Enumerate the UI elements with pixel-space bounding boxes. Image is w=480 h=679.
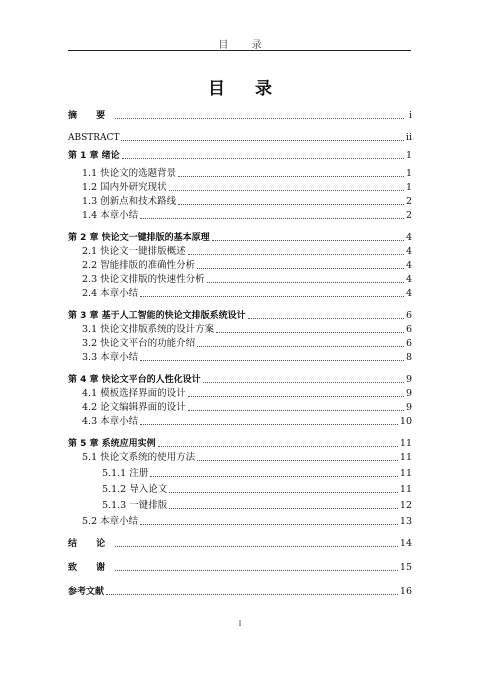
toc-entry [68,130,412,144]
toc-entry [68,414,412,428]
toc-entry [68,536,412,550]
toc-leader-dots [140,424,398,425]
toc-entry-page: 4 [405,246,412,257]
toc-entry [68,450,412,464]
toc-entry-label: 3.3 本章小结 [82,352,139,363]
toc-entry [68,244,412,258]
toc-entry-label: 3.2 快论文平台的功能介绍 [82,338,196,349]
toc-entry-label: 3.1 快论文排版系统的设计方案 [82,324,215,335]
toc-entry [68,560,412,574]
toc-leader-dots [106,594,398,595]
toc-entry [68,166,412,180]
toc-leader-dots [197,346,404,347]
toc-entry [68,386,412,400]
toc-entry-page: 8 [405,352,412,363]
toc-entry-label: 第 2 章 快论文一键排版的基本原理 [68,233,210,243]
toc-entry-page: 14 [399,538,412,549]
toc-entry-label: 4.3 本章小结 [82,416,139,427]
toc-entry [68,322,412,336]
toc-entry-label: 5.1.2 导入论文 [102,484,168,495]
toc-entry-label: 摘 要 [68,111,114,121]
toc-leader-dots [188,254,404,255]
toc-entry [68,498,412,512]
toc-leader-dots [203,382,404,383]
toc-entry-label: 结 论 [68,539,114,549]
toc-entry-page: 9 [405,402,412,413]
toc-entry-page: 6 [405,310,412,321]
toc-leader-dots [158,446,398,447]
header-rule [68,50,411,51]
toc-entry-label: 第 1 章 绪论 [68,151,120,161]
toc-leader-dots [140,524,398,525]
toc-entry-page: 2 [405,210,412,221]
toc-entry-label: 2.2 智能排版的准确性分析 [82,260,196,271]
toc-entry-page: 15 [399,562,412,573]
toc-leader-dots [178,176,404,177]
toc-entry [68,208,412,222]
toc-entry [68,180,412,194]
toc-leader-dots [212,240,404,241]
toc-entry-page: 12 [399,500,412,511]
toc-entry-page: 11 [399,452,412,463]
toc-leader-dots [178,204,404,205]
toc-entry-page: 10 [399,416,412,427]
toc-entry-label: 1.2 国内外研究现状 [82,182,167,193]
toc-leader-dots [122,158,404,159]
toc-entry-label: 4.1 模板选择界面的设计 [82,388,186,399]
toc-leader-dots [188,410,404,411]
toc-entry-label: 2.3 快论文排版的快速性分析 [82,274,205,285]
page-number: I [238,620,242,628]
toc-entry-label: ABSTRACT [68,133,120,143]
toc-title: 目 录 [208,79,284,99]
toc-entry-page: 1 [405,168,412,179]
toc-leader-dots [169,190,404,191]
toc-entry-page: 4 [405,260,412,271]
toc-entry-label: 4.2 论文编辑界面的设计 [82,402,186,413]
toc-leader-dots [197,460,398,461]
toc-entry-label: 5.2 本章小结 [82,516,139,527]
toc-entry-label: 1.1 快论文的选题背景 [82,168,177,179]
toc-entry-page: 6 [405,338,412,349]
toc-entry [68,482,412,496]
toc-entry-label: 2.4 本章小结 [82,288,139,299]
toc-leader-dots [115,118,404,119]
toc-entry-page: 2 [405,196,412,207]
toc-leader-dots [150,476,398,477]
toc-entry-page: 11 [399,468,412,479]
toc-leader-dots [169,492,398,493]
toc-leader-dots [169,508,398,509]
toc-entry-label: 1.3 创新点和技术路线 [82,196,177,207]
toc-entry-page: 11 [399,438,412,449]
toc-entry-page: 11 [399,484,412,495]
toc-leader-dots [197,268,404,269]
toc-entry-label: 1.4 本章小结 [82,210,139,221]
toc-entry-page: 4 [405,274,412,285]
toc-entry [68,148,412,162]
toc-leader-dots [140,360,404,361]
toc-entry-label: 5.1.3 一键排版 [102,500,168,511]
toc-leader-dots [216,332,404,333]
toc-entry [68,286,412,300]
toc-entry-label: 5.1.1 注册 [102,468,149,479]
toc-entry-label: 5.1 快论文系统的使用方法 [82,452,196,463]
toc-entry-label: 第 5 章 系统应用实例 [68,439,156,449]
toc-entry [68,336,412,350]
toc-entry [68,272,412,286]
toc-entry-page: 1 [405,150,412,161]
toc-entry-page: ii [405,132,412,143]
toc-leader-dots [115,546,398,547]
toc-entry [68,436,412,450]
toc-leader-dots [121,140,403,141]
toc-entry [68,514,412,528]
toc-entry-page: 4 [405,288,412,299]
toc-entry-page: 9 [405,374,412,385]
toc-entry-label: 致 谢 [68,563,114,573]
toc-entry-page: 4 [405,232,412,243]
toc-entry-label: 参考文献 [68,587,105,597]
toc-entry-label: 第 4 章 快论文平台的人性化设计 [68,375,201,385]
toc-entry [68,258,412,272]
toc-leader-dots [248,318,404,319]
toc-leader-dots [140,218,404,219]
toc-entry [68,194,412,208]
toc-entry [68,584,412,598]
toc-entry-page: 9 [405,388,412,399]
toc-entry-label: 第 3 章 基于人工智能的快论文排版系统设计 [68,311,246,321]
toc-entry [68,350,412,364]
toc-entry-page: i [408,110,412,121]
toc-entry [68,108,412,122]
toc-entry-page: 16 [399,586,412,597]
toc-entry-label: 2.1 快论文一键排版概述 [82,246,186,257]
toc-entry-page: 13 [399,516,412,527]
toc-leader-dots [140,296,404,297]
toc-entry [68,400,412,414]
toc-entry [68,308,412,322]
running-header: 目 录 [218,40,272,51]
toc-entry [68,230,412,244]
toc-entry [68,466,412,480]
toc-leader-dots [188,396,404,397]
toc-entry-page: 1 [405,182,412,193]
toc-entry [68,372,412,386]
toc-leader-dots [207,282,404,283]
toc-entry-page: 6 [405,324,412,335]
toc-leader-dots [115,570,398,571]
